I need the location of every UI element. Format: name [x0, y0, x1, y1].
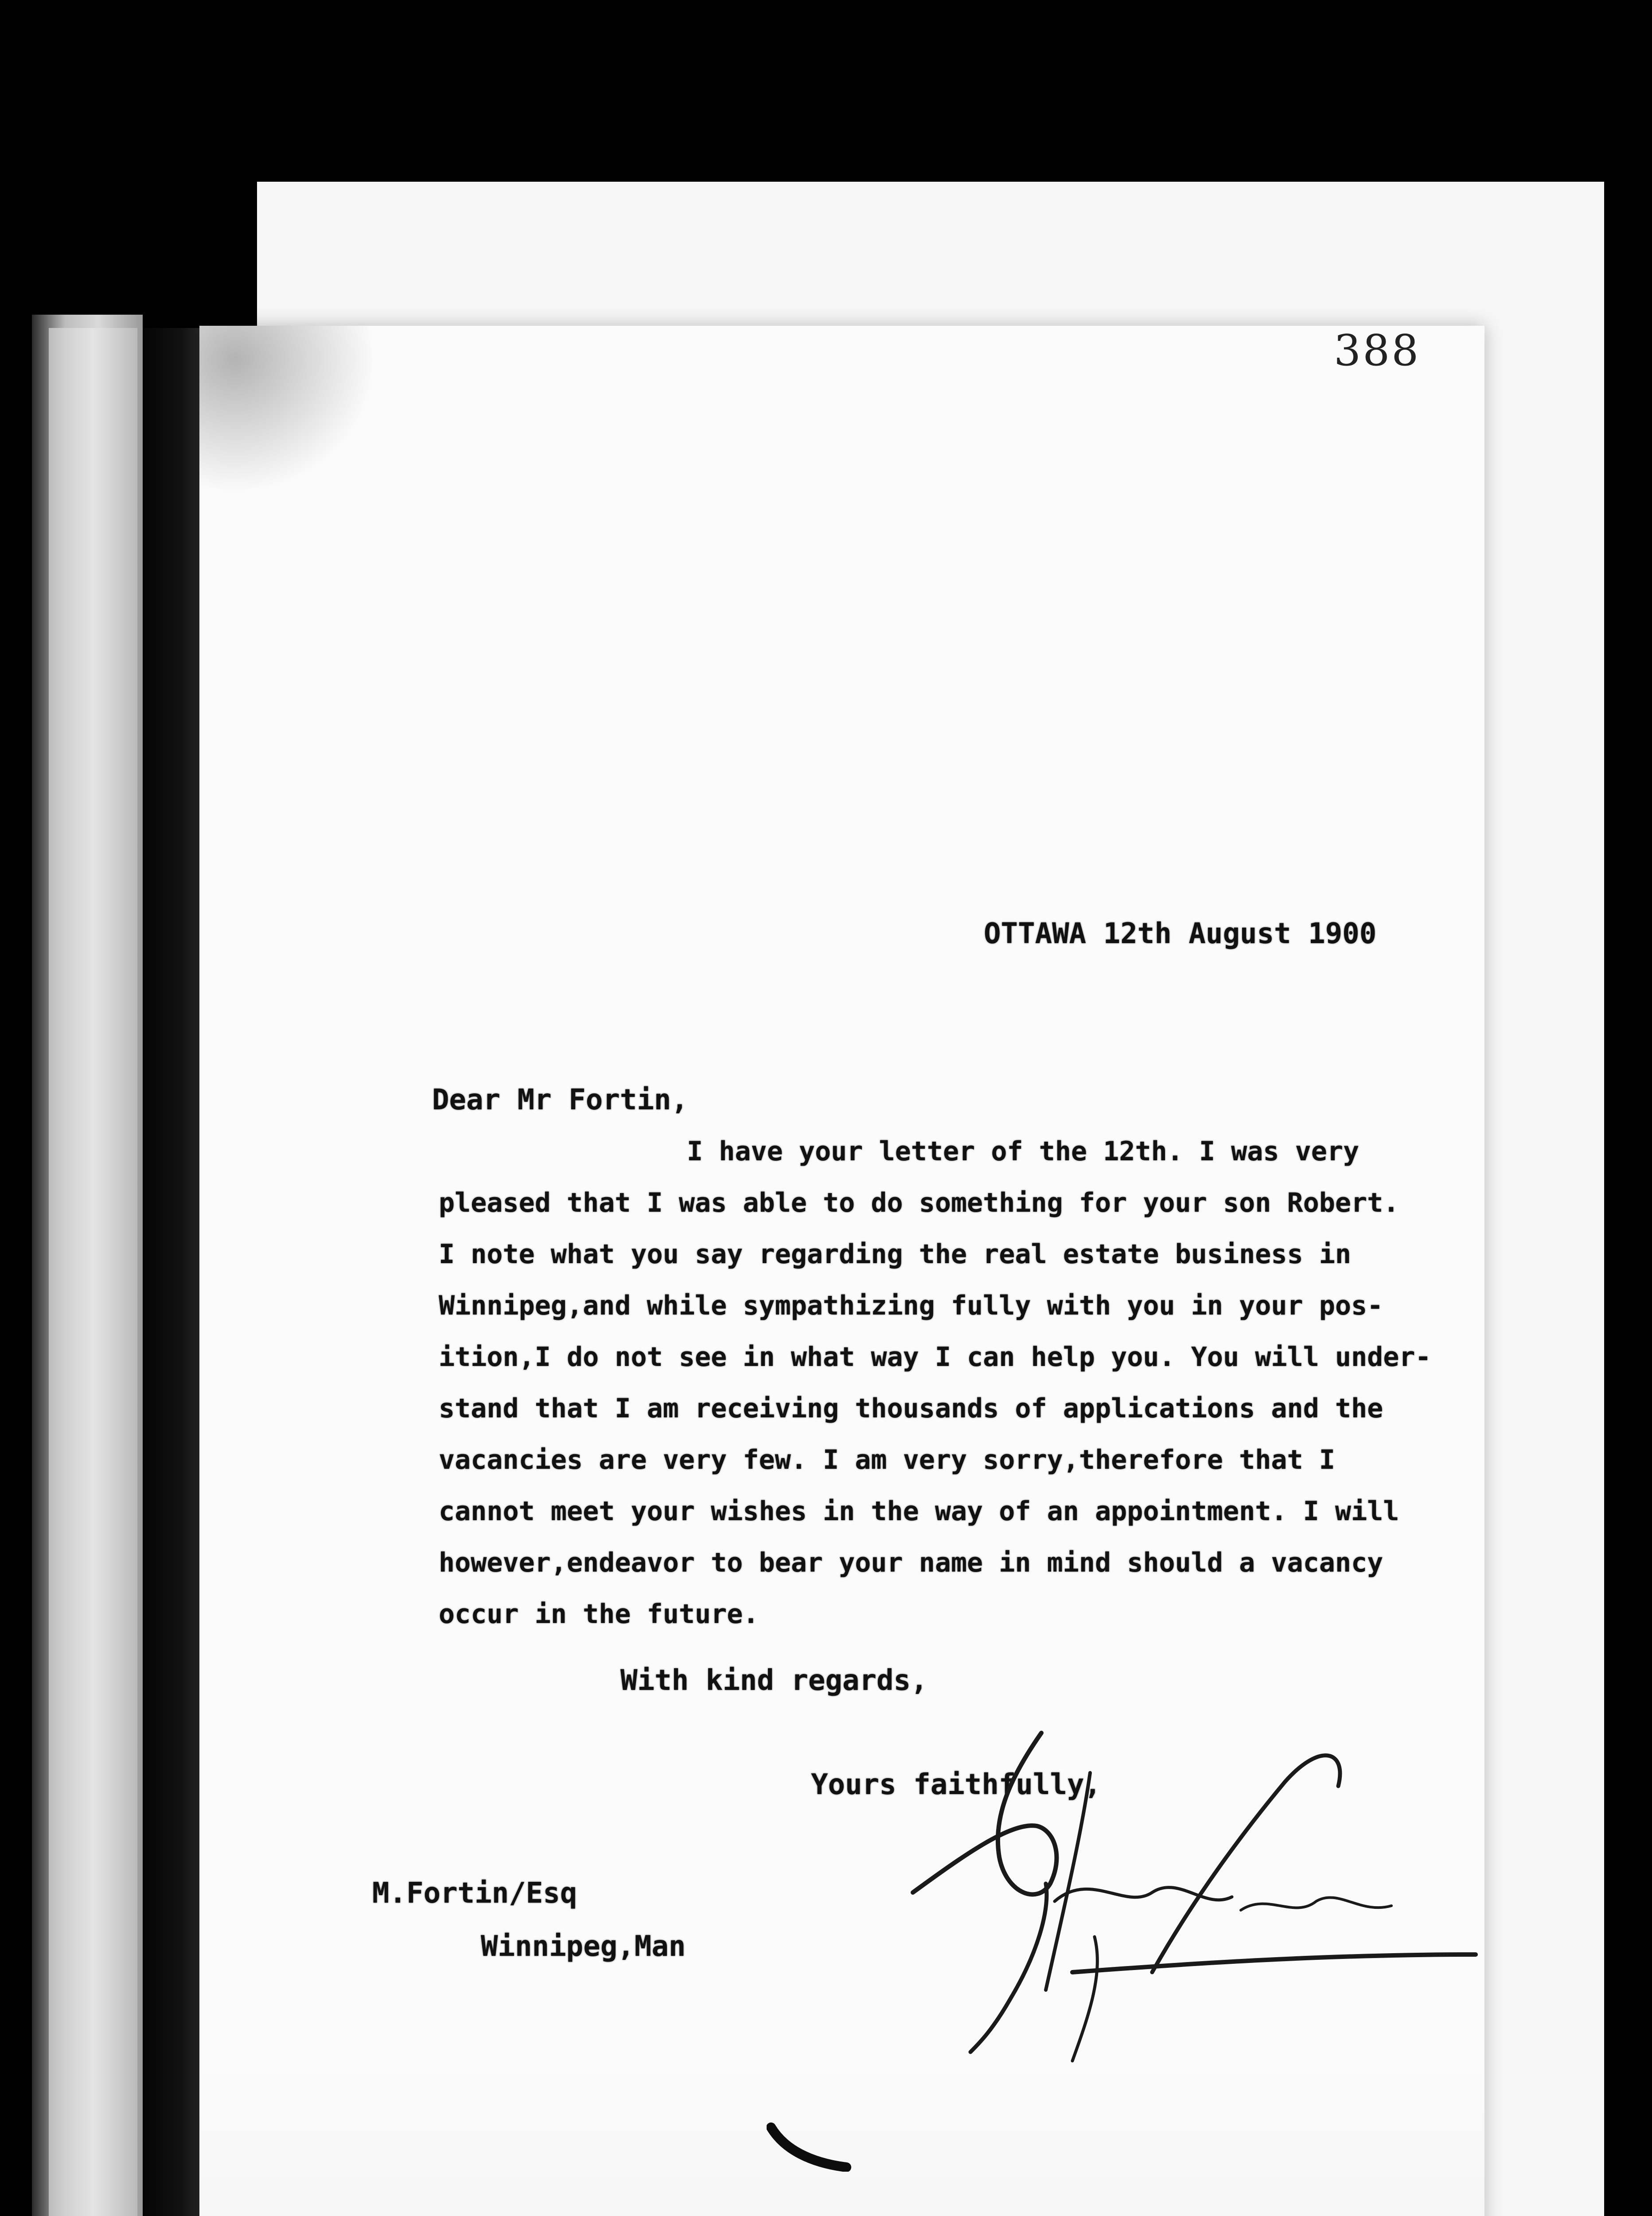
regards-line: With kind regards,	[620, 1664, 928, 1697]
letter-body	[439, 1126, 1431, 1640]
closing-line: Yours faithfully,	[811, 1768, 1102, 1801]
body-line: Winnipeg,and while sympathizing fully with you in your pos-	[439, 1290, 1383, 1321]
binding-strip-inner	[49, 328, 137, 2216]
body-line: pleased that I was able to do something for your son Robert.	[439, 1187, 1399, 1218]
body-line: however,endeavor to bear your name in mind should a vacancy	[439, 1547, 1383, 1578]
body-line: occur in the future.	[439, 1599, 759, 1630]
addressee-name: M.Fortin/Esq	[372, 1877, 577, 1910]
body-line: I note what you say regarding the real estate business in	[439, 1239, 1352, 1270]
binding-shadow	[143, 328, 205, 2216]
body-line: stand that I am receiving thousands of applications and the	[439, 1393, 1383, 1424]
body-line: I have your letter of the 12th. I was very	[687, 1136, 1360, 1167]
salutation: Dear Mr Fortin,	[432, 1084, 688, 1116]
handwritten-signature-icon	[904, 1724, 1480, 2070]
body-line: vacancies are very few. I am very sorry,therefore that I	[439, 1444, 1335, 1475]
body-line: ition,I do not see in what way I can help you. You will under-	[439, 1342, 1431, 1373]
date-line: OTTAWA 12th August 1900	[984, 917, 1377, 950]
body-line: cannot meet your wishes in the way of an appointment. I will	[439, 1496, 1399, 1527]
page-number: 388	[1334, 326, 1421, 375]
ink-blot-icon	[767, 2118, 864, 2172]
sheet-smudge	[199, 326, 377, 494]
addressee-city: Winnipeg,Man	[481, 1930, 686, 1963]
